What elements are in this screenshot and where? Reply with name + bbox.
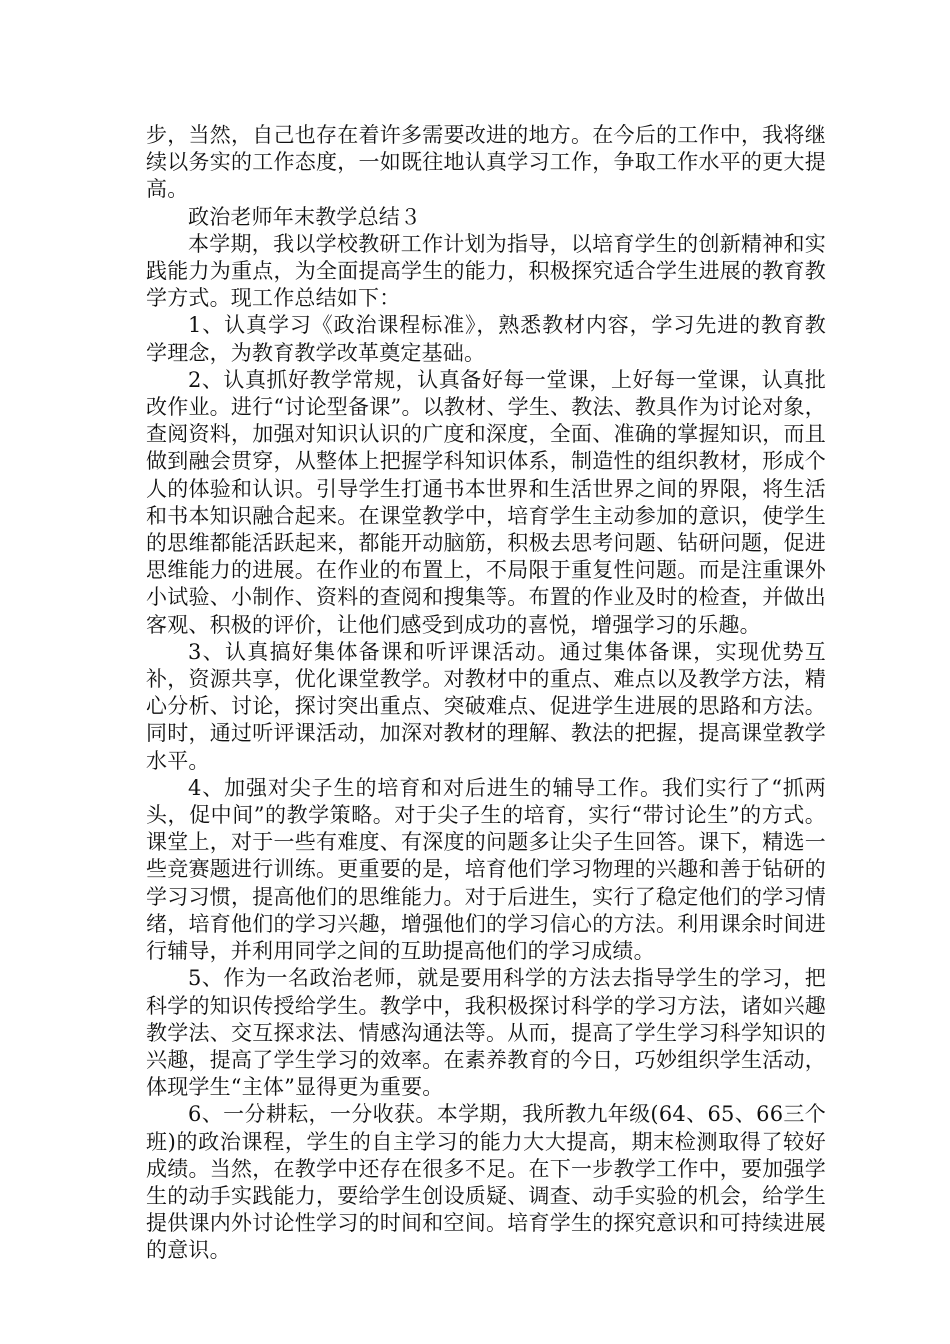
item-paragraph-5: 5、作为一名政治老师，就是要用科学的方法去指导学生的学习，把科学的知识传授给学生。教学中，我积极探讨科学的学习方法，诸如兴趣教学法、交互探求法、情感沟通法等。从而，提高了学生学习科学知识的兴趣，提高了学生学习的效率。在素养教育的今日，巧妙组织学生活动，体现学生“主体”显得更为重要。	[146, 966, 826, 1100]
item-paragraph-4: 4、加强对尖子生的培育和对后进生的辅导工作。我们实行了“抓两头，促中间”的教学策略。对于尖子生的培育，实行“带讨论生”的方式。课堂上，对于一些有难度、有深度的问题多让尖子生回答。课下，精选一些竞赛题进行训练。更重要的是，培育他们学习物理的兴趣和善于钻研的学习习惯，提高他们的思维能力。对于后进生，实行了稳定他们的学习情绪，培育他们的学习兴趣，增强他们的学习信心的方法。利用课余时间进行辅导，并利用同学之间的互助提高他们的学习成绩。	[146, 775, 826, 964]
document-body	[146, 122, 826, 1265]
section-title: 政治老师年末教学总结３	[188, 204, 422, 229]
item-paragraph-6: 6、一分耕耘，一分收获。本学期，我所教九年级(64、65、66三个班)的政治课程，学生的自主学习的能力大大提高，期末检测取得了较好成绩。当然，在教学中还存在很多不足。在下一步教学工作中，要加强学生的动手实践能力，要给学生创设质疑、调查、动手实验的机会，给学生提供课内外讨论性学习的时间和空间。培育学生的探究意识和可持续进展的意识。	[146, 1102, 826, 1263]
intro-paragraph: 本学期，我以学校教研工作计划为指导，以培育学生的创新精神和实践能力为重点，为全面提高学生的能力，积极探究适合学生进展的教育教学方式。现工作总结如下：	[146, 231, 826, 311]
item-paragraph-3: 3、认真搞好集体备课和听评课活动。通过集体备课，实现优势互补，资源共享，优化课堂教学。对教材中的重点、难点以及教学方法，精心分析、讨论，探讨突出重点、突破难点、促进学生进展的思路和方法。同时，通过听评课活动，加深对教材的理解、教法的把握，提高课堂教学水平。	[146, 639, 826, 773]
item-paragraph-2: 2、认真抓好教学常规，认真备好每一堂课，上好每一堂课，认真批改作业。进行“讨论型备课”。以教材、学生、教法、教具作为讨论对象，查阅资料，加强对知识认识的广度和深度，全面、准确的掌握知识，而且做到融会贯穿，从整体上把握学科知识体系，制造性的组织教材，形成个人的体验和认识。引导学生打通书本世界和生活世界之间的界限，将生活和书本知识融合起来。在课堂教学中，培育学生主动参加的意识，使学生的思维都能活跃起来，都能开动脑筋，积极去思考问题、钻研问题，促进思维能力的进展。在作业的布置上，不局限于重复性问题。而是注重课外小试验、小制作、资料的查阅和搜集等。布置的作业及时的检查，并做出客观、积极的评价，让他们感受到成功的喜悦，增强学习的乐趣。	[146, 367, 826, 637]
item-paragraph-1: 1、认真学习《政治课程标准》，熟悉教材内容，学习先进的教育教学理念，为教育教学改革奠定基础。	[146, 313, 826, 365]
continuation-paragraph: 步，当然，自己也存在着许多需要改进的地方。在今后的工作中，我将继续以务实的工作态度，一如既往地认真学习工作，争取工作水平的更大提高。	[146, 123, 826, 202]
